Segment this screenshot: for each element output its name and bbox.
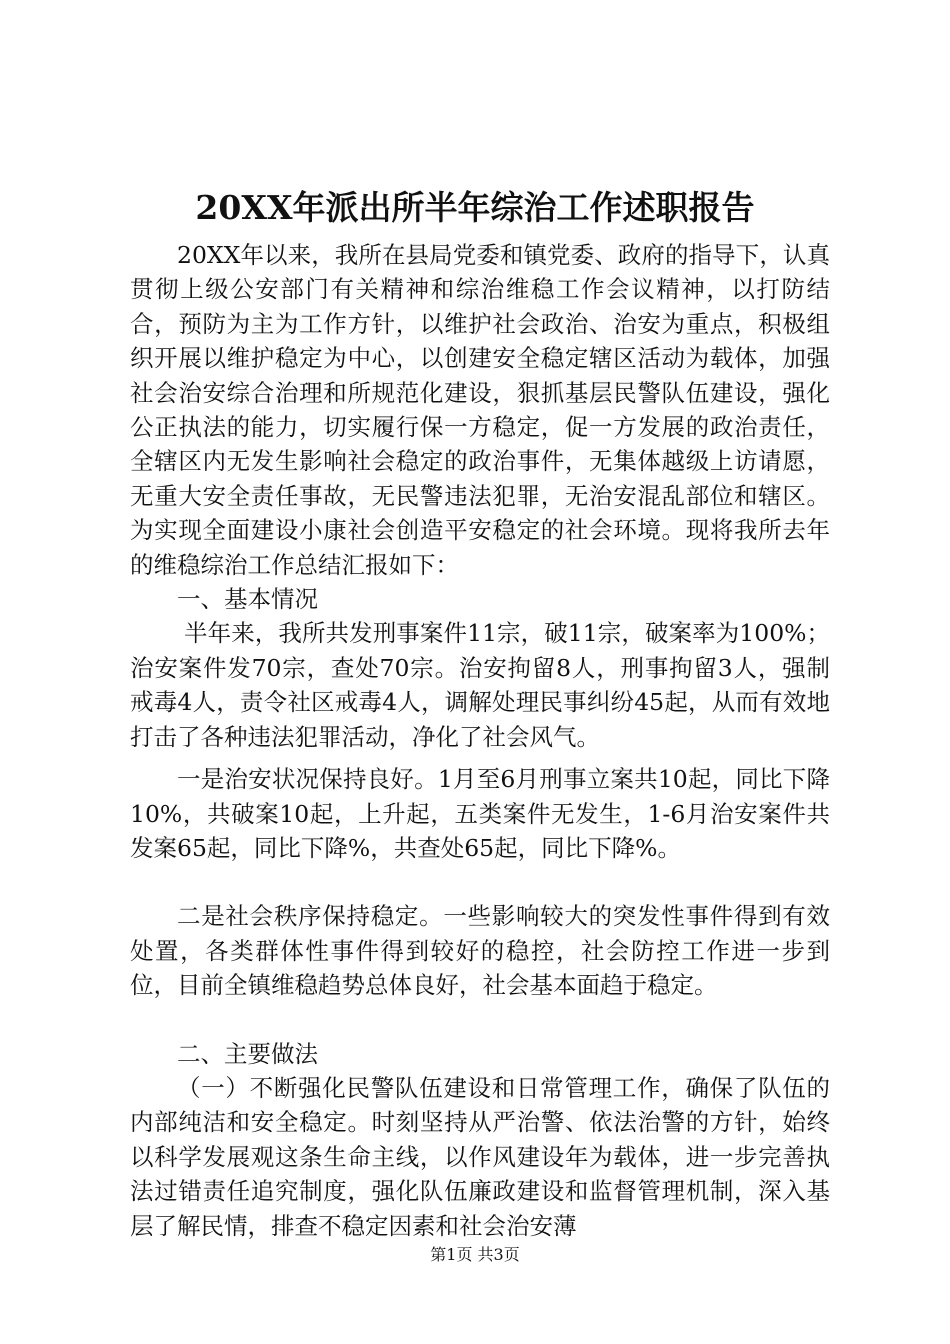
document-body bbox=[130, 238, 830, 1243]
basic-stats-paragraph: 半年来，我所共发刑事案件11宗，破11宗，破案率为100%；治安案件发70宗，查处70宗。治安拘留8人，刑事拘留3人，强制戒毒4人，责令社区戒毒4人，调解处理民事纠纷45起，从而有效地打击了各种违法犯罪活动，净化了社会风气。 bbox=[130, 619, 830, 751]
section-heading-methods: 二、主要做法 bbox=[177, 1039, 318, 1068]
methods-paragraph-1: （一）不断强化民警队伍建设和日常管理工作，确保了队伍的内部纯洁和安全稳定。时刻坚持从严治警、依法治警的方针，始终以科学发展观这条生命主线，以作风建设年为载体，进一步完善执法过错责任追究制度，强化队伍廉政建设和监督管理机制，深入基层了解民情，排查不稳定因素和社会治安薄 bbox=[130, 1073, 830, 1240]
security-status-paragraph: 一是治安状况保持良好。1月至6月刑事立案共10起，同比下降10%，共破案10起，上升起，五类案件无发生，1-6月治安案件共发案65起，同比下降%，共查处65起，同比下降%。 bbox=[130, 765, 830, 862]
section-heading-basic: 一、基本情况 bbox=[177, 585, 318, 614]
social-order-paragraph: 二是社会秩序保持稳定。一些影响较大的突发性事件得到有效处置，各类群体性事件得到较好的稳控，社会防控工作进一步到位，目前全镇维稳趋势总体良好，社会基本面趋于稳定。 bbox=[130, 902, 830, 1000]
page-number: 第1页 共3页 bbox=[430, 1245, 520, 1264]
document-title: 20XX年派出所半年综治工作述职报告 bbox=[195, 188, 755, 227]
intro-paragraph: 20XX年以来，我所在县局党委和镇党委、政府的指导下，认真贯彻上级公安部门有关精神和综治维稳工作会议精神，以打防结合，预防为主为工作方针，以维护社会政治、治安为重点，积极组织开展以维护稳定为中心，以创建安全稳定辖区活动为载体，加强社会治安综合治理和所规范化建设，狠抓基层民警队伍建设，强化公正执法的能力，切实履行保一方稳定，促一方发展的政治责任，全辖区内无发生影响社会稳定的政治事件，无集体越级上访请愿，无重大安全责任事故，无民警违法犯罪，无治安混乱部位和辖区。为实现全面建设小康社会创造平安稳定的社会环境。现将我所去年的维稳综治工作总结汇报如下： bbox=[130, 241, 830, 579]
